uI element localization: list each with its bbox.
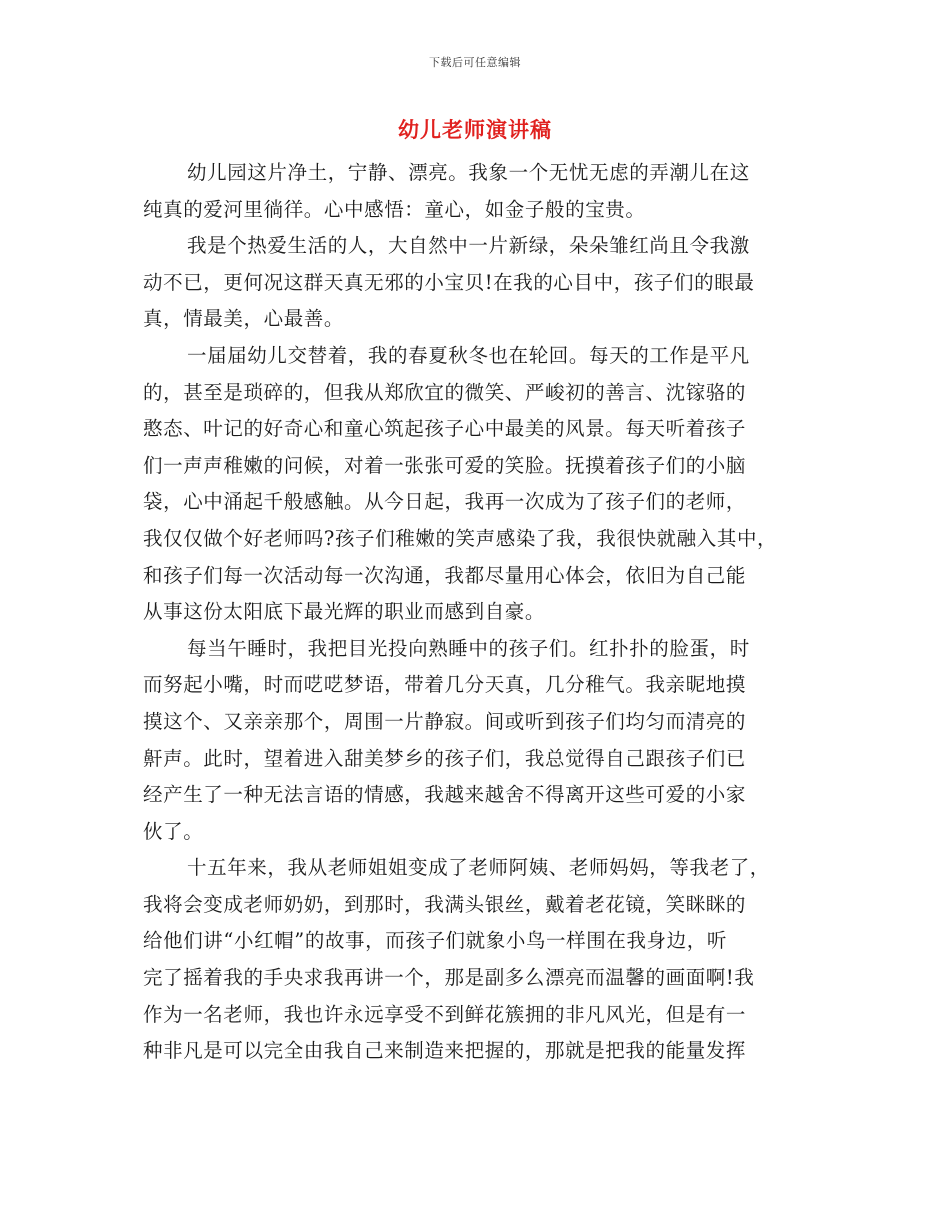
- document-body: [143, 155, 815, 1070]
- body-line: 袋，心中涌起千般感触。从今日起，我再一次成为了孩子们的老师，: [143, 490, 747, 514]
- body-line: 真，情最美，心最善。: [143, 307, 345, 331]
- body-line: 伙了。: [143, 819, 204, 843]
- body-line: 完了摇着我的手央求我再讲一个，那是副多么漂亮而温馨的画面啊!我: [143, 966, 755, 990]
- body-line: 经产生了一种无法言语的情感，我越来越舍不得离开这些可爱的小家: [143, 783, 747, 807]
- body-line: 纯真的爱河里徜徉。心中感悟：童心，如金子般的宝贵。: [143, 197, 646, 221]
- body-line: 鼾声。此时，望着进入甜美梦乡的孩子们，我总觉得自己跟孩子们已: [143, 746, 747, 770]
- body-line: 从事这份太阳底下最光辉的职业而感到自豪。: [143, 600, 546, 624]
- body-line: 十五年来，我从老师姐姐变成了老师阿姨、老师妈妈，等我老了，: [187, 856, 770, 880]
- body-line: 摸这个、又亲亲那个，周围一片静寂。间或听到孩子们均匀而清亮的: [143, 709, 747, 733]
- body-line: 一届届幼儿交替着，我的春夏秋冬也在轮回。每天的工作是平凡: [187, 343, 750, 367]
- document-title: 幼儿老师演讲稿: [398, 117, 552, 142]
- header-note: 下载后可任意编辑: [429, 56, 521, 69]
- body-line: 和孩子们每一次活动每一次沟通，我都尽量用心体会，依旧为自己能: [143, 563, 747, 587]
- body-line: 每当午睡时，我把目光投向熟睡中的孩子们。红扑扑的脸蛋，时: [187, 636, 750, 660]
- body-line: 们一声声稚嫩的问候，对着一张张可爱的笑脸。抚摸着孩子们的小脑: [143, 453, 747, 477]
- body-line: 作为一名老师，我也许永远享受不到鲜花簇拥的非凡风光，但是有一: [143, 1002, 747, 1026]
- body-line: 的，甚至是琐碎的，但我从郑欣宜的微笑、严峻初的善言、沈镓骆的: [143, 380, 747, 404]
- body-line: 我将会变成老师奶奶，到那时，我满头银丝，戴着老花镜，笑眯眯的: [143, 892, 747, 916]
- body-line: 而努起小嘴，时而呓呓梦语，带着几分天真，几分稚气。我亲昵地摸: [143, 673, 747, 697]
- body-line: 我是个热爱生活的人，大自然中一片新绿，朵朵雏红尚且令我激: [187, 234, 750, 258]
- body-line: 种非凡是可以完全由我自己来制造来把握的，那就是把我的能量发挥: [143, 1039, 747, 1063]
- body-line: 幼儿园这片净土，宁静、漂亮。我象一个无忧无虑的弄潮儿在这: [187, 161, 750, 184]
- body-line: 憨态、叶记的好奇心和童心筑起孩子心中最美的风景。每天听着孩子: [143, 417, 747, 441]
- body-line: 我仅仅做个好老师吗?孩子们稚嫩的笑声感染了我，我很快就融入其中，: [143, 526, 778, 550]
- body-line: 动不已，更何况这群天真无邪的小宝贝!在我的心目中，孩子们的眼最: [143, 270, 755, 294]
- body-line: 给他们讲“小红帽”的故事，而孩子们就象小鸟一样围在我身边，听: [143, 929, 727, 953]
